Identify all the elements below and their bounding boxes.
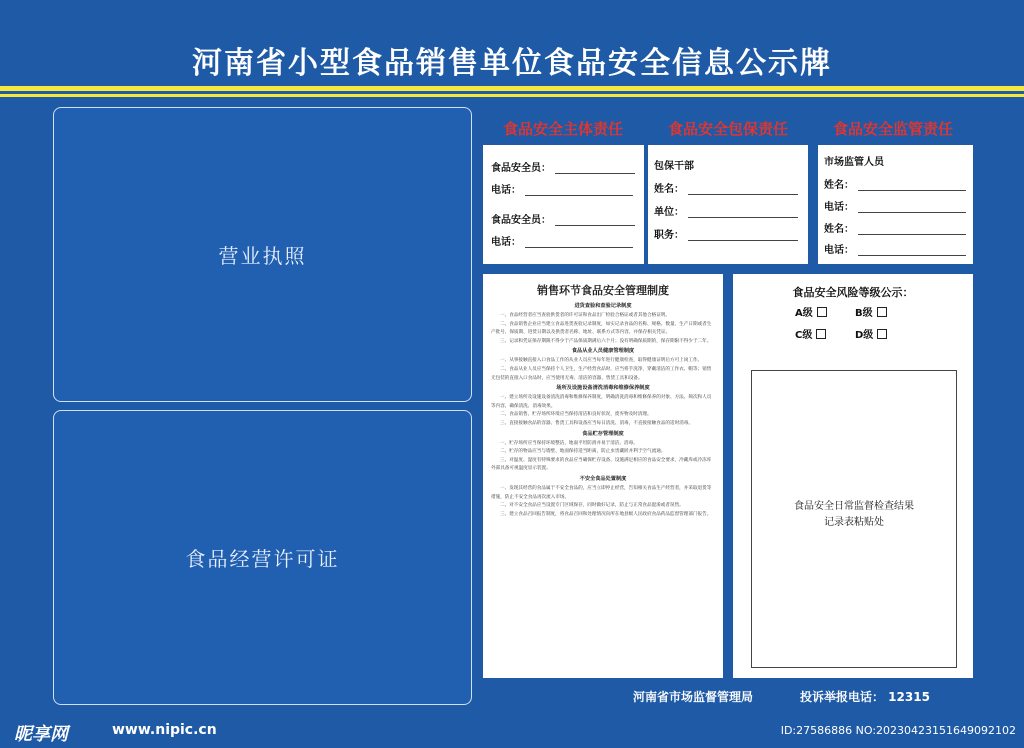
fill-line bbox=[688, 207, 798, 218]
document-paragraph: 一、建立场所及设施设备清洗消毒和维修保养制度，明确清洗消毒和维修保养的对象、方法、频次和人员等内容，确保清洗、消毒效果。 bbox=[491, 395, 712, 409]
document-paragraph: 一、发现其经营的食品属于不安全食品的，应当立即停止经营，告知相关食品生产经营者，并采取退货等措施，防止不安全食品再次流入市场。 bbox=[491, 485, 712, 500]
yellow-stripe-top bbox=[0, 86, 1024, 91]
document-paragraph: 一、食品经营者应当查验供货者的许可证和食品出厂检验合格证或者其他合格证明。 bbox=[500, 313, 670, 318]
supervision-row-label: 电话： bbox=[824, 245, 854, 256]
checkbox-icon[interactable] bbox=[877, 329, 887, 339]
document-paragraph: 三、对温度、湿度有特殊要求的食品应当确保贮存设备、设施满足相应的食品安全要求，冷藏库或冷冻库外部具备可视温度显示装置。 bbox=[491, 457, 712, 472]
risk-level-label: A级 bbox=[795, 308, 813, 319]
document-paragraph: 三、建立食品召回报告制度，将食品召回和处理情况向所在地县级人民政府食品药品监督管理部门报告。 bbox=[500, 511, 712, 517]
fill-line bbox=[858, 180, 966, 191]
document-paragraph: 三、直接接触食品的容器、售货工具和设备应当每日清洗、消毒，不直接接触食品的适时消毒。 bbox=[500, 420, 693, 426]
risk-level-title: 食品安全风险等级公示： bbox=[792, 286, 914, 299]
footer-org: 河南省市场监督管理局 bbox=[633, 690, 754, 704]
subject-row bbox=[491, 181, 633, 196]
document-paragraph: 二、食品销售、贮存场所环境应当保持清洁和良好状况，废弃物及时清理。 bbox=[500, 412, 652, 418]
fill-line bbox=[688, 230, 798, 241]
subject-row-label: 食品安全员： bbox=[491, 215, 551, 226]
guarantee-heading: 包保干部 bbox=[654, 161, 694, 172]
supervision-row bbox=[824, 241, 966, 256]
fill-line bbox=[858, 245, 966, 256]
supervision-row-label: 电话： bbox=[824, 202, 854, 213]
inspection-record-note bbox=[752, 499, 956, 531]
subject-row bbox=[491, 233, 633, 248]
checkbox-icon[interactable] bbox=[877, 307, 887, 317]
guarantee-row-label: 职务： bbox=[654, 230, 684, 241]
guarantee-responsibility-title: 食品安全包保责任 bbox=[667, 120, 788, 138]
guarantee-row-label: 姓名： bbox=[654, 184, 684, 195]
checkbox-icon[interactable] bbox=[817, 307, 827, 317]
supervision-row-label: 姓名： bbox=[824, 224, 854, 235]
subject-responsibility-box bbox=[483, 145, 644, 264]
supervision-row bbox=[824, 176, 966, 191]
business-license-panel bbox=[53, 107, 472, 402]
food-permit-panel bbox=[53, 410, 472, 705]
document-paragraph: 一、贮存场所应当保持环境整洁，地面平坦防滑并易于清洁、消毒。 bbox=[500, 440, 638, 446]
inspection-note-line2: 记录表粘贴处 bbox=[824, 517, 884, 528]
risk-level-d bbox=[855, 326, 887, 341]
watermark-id: ID:27586886 NO:20230423151649092102 bbox=[780, 724, 1016, 737]
fill-line bbox=[555, 215, 635, 226]
document-section-heading: 食品贮存管理制度 bbox=[582, 430, 624, 437]
fill-line bbox=[688, 184, 798, 195]
footer-hotline: 投诉举报电话： 12315 bbox=[800, 690, 930, 704]
watermark-bar bbox=[0, 712, 1024, 748]
subject-row-label: 电话： bbox=[491, 185, 521, 196]
document-paragraph: 一、从事接触直接入口食品工作的从业人员应当每年进行健康检查，取得健康证明后方可上岗工作。 bbox=[500, 358, 703, 364]
document-section-heading: 场所及设施设备清洗消毒和维修保养制度 bbox=[556, 385, 650, 392]
supervision-responsibility-title: 食品安全监管责任 bbox=[832, 120, 953, 138]
subject-responsibility-title: 食品安全主体责任 bbox=[502, 120, 623, 138]
inspection-note-line1: 食品安全日常监督检查结果 bbox=[794, 501, 914, 512]
yellow-stripe-bottom bbox=[0, 94, 1024, 97]
management-rules-document bbox=[483, 274, 723, 678]
document-section-heading: 进货查验和查验记录制度 bbox=[574, 303, 632, 309]
fill-line bbox=[858, 202, 966, 213]
document-paragraph: 二、对不安全食品应当设置专门区域保存，同时做好记录，防止与正常食品混淆或者误售。 bbox=[500, 503, 684, 509]
fill-line bbox=[858, 224, 966, 235]
checkbox-icon[interactable] bbox=[816, 329, 826, 339]
risk-level-a bbox=[795, 304, 827, 319]
supervision-responsibility-box bbox=[818, 145, 973, 264]
guarantee-row-label: 单位： bbox=[654, 207, 684, 218]
risk-level-label: B级 bbox=[855, 308, 873, 319]
document-paragraph: 二、贮存的物品应当与墙壁、地面保持适当距离，防止虫害藏匿并利于空气流通。 bbox=[500, 449, 666, 455]
supervision-row bbox=[824, 198, 966, 213]
guarantee-row bbox=[654, 226, 798, 241]
risk-level-label: C级 bbox=[795, 330, 813, 341]
food-permit-label: 食品经营许可证 bbox=[185, 547, 340, 571]
document-title: 销售环节食品安全管理制度 bbox=[537, 284, 669, 297]
watermark-logo: 昵享网 bbox=[14, 724, 68, 745]
inspection-record-area bbox=[751, 370, 957, 668]
subject-row-label: 食品安全员： bbox=[491, 163, 551, 174]
supervision-row bbox=[824, 220, 966, 235]
subject-row-label: 电话： bbox=[491, 237, 521, 248]
risk-level-b bbox=[855, 304, 887, 319]
fill-line bbox=[525, 185, 633, 196]
document-section-heading: 食品从业人员健康管理制度 bbox=[571, 348, 635, 355]
risk-level-board bbox=[733, 274, 973, 678]
fill-line bbox=[555, 163, 635, 174]
watermark-url: www.nipic.cn bbox=[112, 722, 217, 738]
guarantee-responsibility-box bbox=[648, 145, 808, 264]
subject-row bbox=[491, 211, 635, 226]
document-paragraph: 二、食品销售企业应当建立食品进货查验记录制度，如实记录食品的名称、规格、数量、生产日期或者生产批号、保质期、进货日期以及供货者名称、地址、联系方式等内容，并保存相关凭证。 bbox=[491, 321, 712, 336]
supervision-heading: 市场监管人员 bbox=[824, 157, 884, 168]
guarantee-row bbox=[654, 180, 798, 195]
document-paragraph: 二、食品从业人员应当保持个人卫生，生产经营食品时，应当将手洗净，穿戴清洁的工作衣、帽等；销售无包装的直接入口食品时，应当使用无毒、清洁的容器、售货工具和设备。 bbox=[491, 366, 712, 381]
document-section-heading: 不安全食品处置制度 bbox=[579, 475, 627, 482]
subject-row bbox=[491, 159, 635, 174]
guarantee-row bbox=[654, 203, 798, 218]
business-license-label: 营业执照 bbox=[218, 244, 307, 268]
risk-level-c bbox=[795, 326, 826, 341]
document-paragraph: 三、记录和凭证保存期限不得少于产品保质期满后六个月；没有明确保质期的，保存期限不得少于二年。 bbox=[500, 338, 712, 344]
fill-line bbox=[525, 237, 633, 248]
board-title: 河南省小型食品销售单位食品安全信息公示牌 bbox=[192, 46, 832, 81]
supervision-row-label: 姓名： bbox=[824, 180, 854, 191]
document-body bbox=[483, 301, 723, 519]
risk-level-label: D级 bbox=[855, 330, 874, 341]
